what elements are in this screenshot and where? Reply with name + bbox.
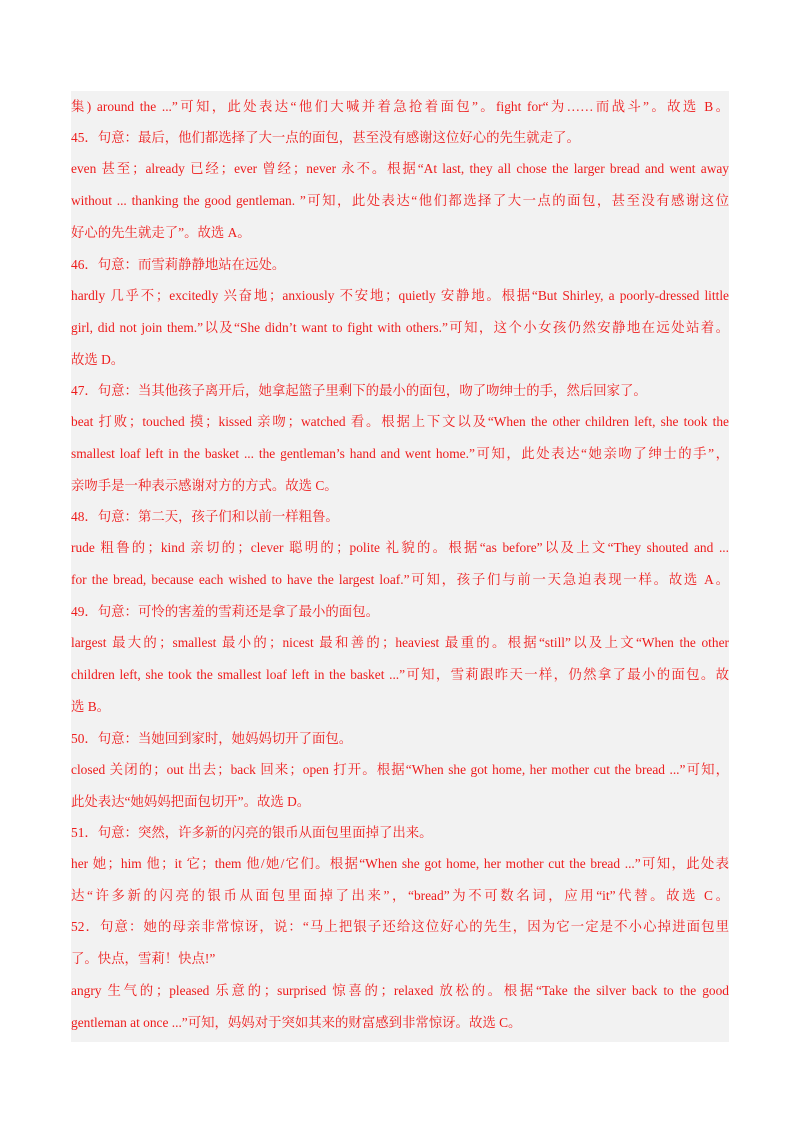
- answer-explanation-text: [71, 91, 729, 1042]
- text-line: closed 关闭的；out 出去；back 回来；open 打开。根据“When she got home, her mother cut the bread ...”可知，: [71, 762, 729, 777]
- text-line: 50．句意：当她回到家时，她妈妈切开了面包。: [71, 731, 353, 746]
- text-line: 了。快点，雪莉！快点!”: [71, 951, 216, 966]
- text-line: 46．句意：而雪莉静静地站在远处。: [71, 257, 286, 272]
- text-line: 亲吻手是一种表示感谢对方的方式。故选 C。: [71, 478, 338, 493]
- text-line: smallest loaf left in the basket ... the gentleman’s hand and went home.”可知，此处表达“她亲吻了绅士的手”，: [71, 446, 729, 461]
- text-line: 集) around the ...”可知，此处表达“他们大喊并着急抢着面包”。fight for“为……而战斗”。故选 B。: [71, 99, 729, 114]
- text-line: for the bread, because each wished to have the largest loaf.”可知，孩子们与前一天急迫表现一样。故选 A。: [71, 572, 729, 587]
- text-line: 51．句意：突然，许多新的闪亮的银币从面包里面掉了出来。: [71, 825, 433, 840]
- text-line: 45．句意：最后，他们都选择了大一点的面包，甚至没有感谢这位好心的先生就走了。: [71, 130, 580, 145]
- text-line: 48．句意：第二天，孩子们和以前一样粗鲁。: [71, 509, 339, 524]
- text-line: gentleman at once ...”可知，妈妈对于突如其来的财富感到非常惊讶。故选 C。: [71, 1015, 522, 1030]
- text-line: angry 生气的；pleased 乐意的；surprised 惊喜的；relaxed 放松的。根据“Take the silver back to the good: [71, 983, 729, 998]
- text-line: her 她；him 他；it 它；them 他/她/它们。根据“When she got home, her mother cut the bread ...”可知，此处表: [71, 856, 729, 871]
- text-line: 47．句意：当其他孩子离开后，她拿起篮子里剩下的最小的面包，吻了吻绅士的手，然后回家了。: [71, 383, 647, 398]
- text-line: 故选 D。: [71, 352, 125, 367]
- text-line: 52．句意：她的母亲非常惊讶，说：“马上把银子还给这位好心的先生，因为它一定是不小心掉进面包里: [71, 919, 729, 934]
- text-line: even 甚至；already 已经；ever 曾经；never 永不。根据“At last, they all chose the larger bread and went away: [71, 161, 729, 176]
- text-line: beat 打败；touched 摸；kissed 亲吻；watched 看。根据上下文以及“When the other children left, she took the: [71, 414, 729, 429]
- text-line: without ... thanking the good gentleman. ”可知，此处表达“他们都选择了大一点的面包，甚至没有感谢这位: [71, 193, 729, 208]
- text-line: 选 B。: [71, 699, 111, 714]
- text-line: 49．句意：可怜的害羞的雪莉还是拿了最小的面包。: [71, 604, 379, 619]
- text-line: girl, did not join them.”以及“She didn’t want to fight with others.”可知，这个小女孩仍然安静地在远处站着。: [71, 320, 729, 335]
- text-line: children left, she took the smallest loaf left in the basket ...”可知，雪莉跟昨天一样，仍然拿了最小的面包。故: [71, 667, 729, 682]
- text-line: 此处表达“她妈妈把面包切开”。故选 D。: [71, 794, 311, 809]
- text-line: rude 粗鲁的；kind 亲切的；clever 聪明的；polite 礼貌的。根据“as before”以及上文“They shouted and ...: [71, 540, 729, 555]
- text-line: hardly 几乎不；excitedly 兴奋地；anxiously 不安地；quietly 安静地。根据“But Shirley, a poorly-dressed little: [71, 288, 729, 303]
- text-line: largest 最大的；smallest 最小的；nicest 最和善的；heaviest 最重的。根据“still”以及上文“When the other: [71, 635, 729, 650]
- text-line: 好心的先生就走了”。故选 A。: [71, 225, 251, 240]
- text-line: 达“许多新的闪亮的银币从面包里面掉了出来”，“bread”为不可数名词，应用“it”代替。故选 C。: [71, 888, 729, 903]
